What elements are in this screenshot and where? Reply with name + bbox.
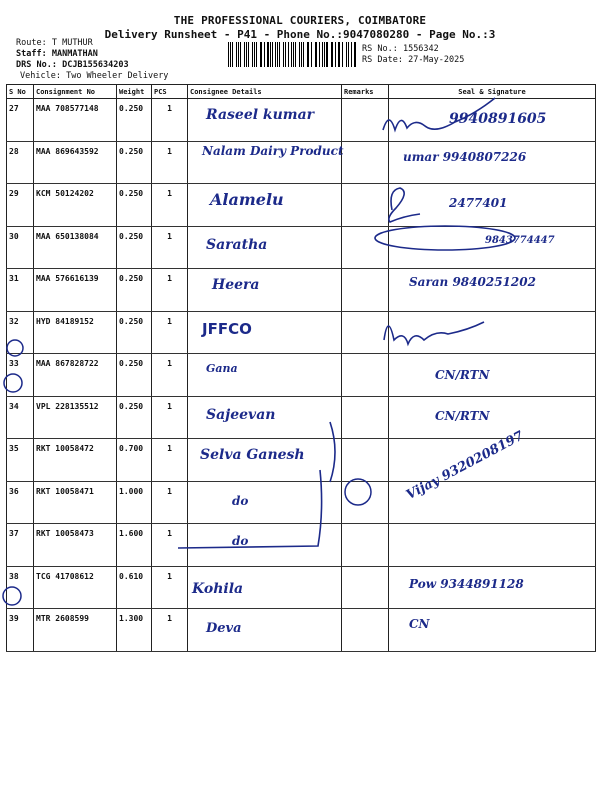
- cell-pcs: 1: [152, 524, 188, 567]
- cell-consignment-no: RKT 10058472: [34, 439, 117, 482]
- cell-weight: 0.250: [117, 141, 152, 184]
- cell-consignment-no: MAA 869643592: [34, 141, 117, 184]
- cell-weight: 0.250: [117, 226, 152, 269]
- handwritten-seal: 9940891605: [449, 111, 547, 127]
- handwritten-seal: Vijay 9320208197: [403, 428, 527, 503]
- handwritten-consignee: JFFCO: [202, 319, 252, 338]
- cell-sno: 36: [7, 481, 34, 524]
- cell-pcs: 1: [152, 226, 188, 269]
- handwritten-consignee: Gana: [206, 362, 238, 375]
- handwritten-consignee: Alamelu: [210, 190, 284, 209]
- cell-sno: 35: [7, 439, 34, 482]
- vehicle-value: Two Wheeler Delivery: [66, 71, 169, 81]
- col-header-pcs: PCS: [152, 85, 188, 99]
- cell-pcs: 1: [152, 184, 188, 227]
- cell-remarks: [342, 99, 389, 142]
- table-row: [7, 226, 596, 269]
- cell-weight: 0.250: [117, 269, 152, 312]
- cell-remarks: [342, 226, 389, 269]
- drs-label: DRS No.:: [16, 60, 57, 70]
- cell-remarks: [342, 354, 389, 397]
- cell-pcs: 1: [152, 311, 188, 354]
- cell-seal-signature: [389, 609, 596, 652]
- cell-consignment-no: MAA 650138084: [34, 226, 117, 269]
- cell-seal-signature: [389, 428, 596, 524]
- cell-remarks: [342, 609, 389, 652]
- rs-no-value: 1556342: [402, 44, 439, 54]
- cell-consignee: [188, 481, 342, 524]
- cell-consignee: [188, 566, 342, 609]
- handwritten-consignee: Selva Ganesh: [200, 447, 305, 463]
- col-header-seal: Seal & Signature: [389, 85, 596, 99]
- route-label: Route:: [16, 38, 47, 48]
- table-row: [7, 354, 596, 397]
- table-header-row: [7, 85, 596, 99]
- cell-remarks: [342, 439, 389, 482]
- handwritten-consignee: do: [232, 534, 249, 548]
- vehicle-line: [20, 72, 168, 81]
- cell-pcs: 1: [152, 99, 188, 142]
- drs-value: DCJB155634203: [62, 60, 129, 70]
- handwritten-seal: 2477401: [449, 196, 508, 210]
- cell-consignment-no: MTR 2608599: [34, 609, 117, 652]
- cell-sno: 37: [7, 524, 34, 567]
- staff-value: MANMATHAN: [51, 49, 98, 59]
- rs-date-line: [362, 55, 464, 65]
- table-row: [7, 524, 596, 567]
- cell-weight: 0.610: [117, 566, 152, 609]
- cell-consignee: [188, 354, 342, 397]
- cell-weight: 0.250: [117, 396, 152, 439]
- staff-label: Staff:: [16, 49, 47, 59]
- handwritten-seal: 9843774447: [485, 234, 555, 246]
- rs-no-label: RS No.:: [362, 44, 398, 54]
- handwritten-seal: CN: [409, 617, 430, 631]
- cell-seal-signature: [389, 524, 596, 567]
- rs-no-line: [362, 44, 439, 54]
- handwritten-seal: umar 9940807226: [403, 149, 527, 164]
- cell-pcs: 1: [152, 354, 188, 397]
- cell-remarks: [342, 141, 389, 184]
- cell-weight: 1.600: [117, 524, 152, 567]
- cell-weight: 0.250: [117, 311, 152, 354]
- cell-pcs: 1: [152, 566, 188, 609]
- handwritten-consignee: do: [232, 493, 249, 508]
- table-row: [7, 396, 596, 439]
- table-row: [7, 566, 596, 609]
- cell-sno: 39: [7, 609, 34, 652]
- cell-consignment-no: KCM 50124202: [34, 184, 117, 227]
- handwritten-consignee: Saratha: [206, 236, 268, 253]
- cell-sno: 33: [7, 354, 34, 397]
- cell-pcs: 1: [152, 481, 188, 524]
- handwritten-consignee: Kohila: [192, 580, 244, 597]
- cell-weight: 1.300: [117, 609, 152, 652]
- cell-consignee: [188, 396, 342, 439]
- cell-seal-signature: [389, 311, 596, 354]
- table-row: [7, 99, 596, 142]
- cell-pcs: 1: [152, 609, 188, 652]
- runsheet-subtitle: Delivery Runsheet - P41 - Phone No.:9047080280 - Page No.:3: [104, 28, 496, 41]
- cell-consignment-no: VPL 228135512: [34, 396, 117, 439]
- col-header-consignment: Consignment No: [34, 85, 117, 99]
- cell-consignment-no: RKT 10058471: [34, 481, 117, 524]
- cell-seal-signature: [389, 226, 596, 269]
- cell-seal-signature: [389, 566, 596, 609]
- cell-consignment-no: MAA 867828722: [34, 354, 117, 397]
- cell-consignment-no: RKT 10058473: [34, 524, 117, 567]
- cell-consignment-no: MAA 708577148: [34, 99, 117, 142]
- cell-seal-signature: [389, 396, 596, 439]
- cell-remarks: [342, 524, 389, 567]
- handwritten-consignee: Nalam Dairy Product: [202, 143, 344, 158]
- cell-remarks: [342, 396, 389, 439]
- col-header-remarks: Remarks: [342, 85, 389, 99]
- runsheet-table: [6, 84, 596, 652]
- table-row: [7, 269, 596, 312]
- cell-consignee: [188, 524, 342, 567]
- cell-seal-signature: [389, 269, 596, 312]
- cell-weight: 0.700: [117, 439, 152, 482]
- cell-weight: 0.250: [117, 184, 152, 227]
- cell-remarks: [342, 184, 389, 227]
- cell-consignee: [188, 226, 342, 269]
- cell-weight: 0.250: [117, 99, 152, 142]
- cell-consignee: [188, 99, 342, 142]
- table-row: [7, 481, 596, 524]
- company-name: THE PROFESSIONAL COURIERS, COIMBATORE: [173, 14, 427, 27]
- cell-consignee: [188, 609, 342, 652]
- handwritten-seal: Saran 9840251202: [409, 275, 536, 289]
- cell-seal-signature: [389, 184, 596, 227]
- cell-sno: 27: [7, 99, 34, 142]
- col-header-weight: Weight: [117, 85, 152, 99]
- handwritten-consignee: Deva: [206, 621, 242, 636]
- cell-consignee: [188, 141, 342, 184]
- handwritten-consignee: Heera: [212, 277, 260, 293]
- cell-seal-signature: [389, 354, 596, 397]
- cell-sno: 29: [7, 184, 34, 227]
- cell-sno: 38: [7, 566, 34, 609]
- cell-sno: 31: [7, 269, 34, 312]
- table-row: [7, 141, 596, 184]
- cell-remarks: [342, 566, 389, 609]
- cell-pcs: 1: [152, 439, 188, 482]
- cell-sno: 30: [7, 226, 34, 269]
- cell-pcs: 1: [152, 396, 188, 439]
- route-value: T MUTHUR: [51, 38, 93, 48]
- cell-consignment-no: MAA 576616139: [34, 269, 117, 312]
- cell-weight: 0.250: [117, 354, 152, 397]
- cell-consignee: [188, 184, 342, 227]
- table-row: [7, 609, 596, 652]
- table-row: [7, 311, 596, 354]
- cell-pcs: 1: [152, 269, 188, 312]
- rs-date-label: RS Date:: [362, 55, 403, 65]
- handwritten-consignee: Sajeevan: [206, 406, 276, 423]
- table-row: [7, 184, 596, 227]
- handwritten-seal: Pow 9344891128: [409, 576, 524, 591]
- cell-consignment-no: TCG 41708612: [34, 566, 117, 609]
- cell-consignee: [188, 311, 342, 354]
- cell-sno: 34: [7, 396, 34, 439]
- vehicle-label: Vehicle:: [20, 71, 61, 81]
- cell-sno: 28: [7, 141, 34, 184]
- staff-line: [16, 50, 98, 59]
- rs-date-value: 27-May-2025: [408, 55, 465, 65]
- cell-consignee: [188, 269, 342, 312]
- handwritten-consignee: Raseel kumar: [206, 107, 315, 123]
- handwritten-seal: CN/RTN: [435, 408, 490, 423]
- cell-seal-signature: [389, 99, 596, 142]
- cell-remarks: [342, 311, 389, 354]
- cell-pcs: 1: [152, 141, 188, 184]
- handwritten-seal: CN/RTN: [435, 368, 490, 382]
- drs-line: [16, 61, 129, 70]
- col-header-consignee: Consignee Details: [188, 85, 342, 99]
- cell-sno: 32: [7, 311, 34, 354]
- cell-seal-signature: [389, 141, 596, 184]
- cell-remarks: [342, 481, 389, 524]
- route-line: [16, 39, 93, 48]
- cell-weight: 1.000: [117, 481, 152, 524]
- barcode: [228, 42, 358, 67]
- cell-consignment-no: HYD 84189152: [34, 311, 117, 354]
- cell-remarks: [342, 269, 389, 312]
- col-header-sno: S No: [7, 85, 34, 99]
- cell-consignee: [188, 439, 342, 482]
